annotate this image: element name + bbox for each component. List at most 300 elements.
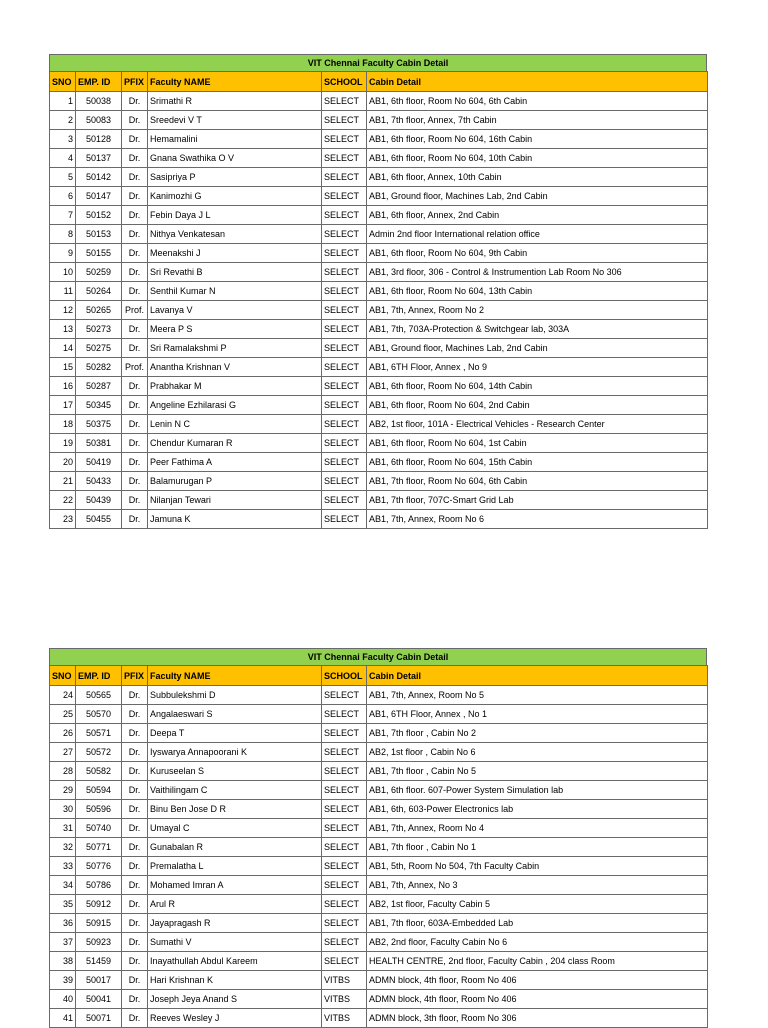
- cell-pfix: Dr.: [122, 895, 148, 914]
- cell-cabin-detail: AB1, Ground floor, Machines Lab, 2nd Cabin: [367, 339, 708, 358]
- cell-cabin-detail: AB1, 6th floor, Room No 604, 16th Cabin: [367, 130, 708, 149]
- cell-emp-id: 50259: [76, 263, 122, 282]
- cell-cabin-detail: ADMN block, 3th floor, Room No 306: [367, 1009, 708, 1028]
- cell-cabin-detail: AB1, 7th, Annex, Room No 2: [367, 301, 708, 320]
- cell-sno: 26: [50, 724, 76, 743]
- cell-sno: 1: [50, 92, 76, 111]
- cell-faculty-name: Sumathi V: [148, 933, 322, 952]
- cell-cabin-detail: AB1, 6th floor, Room No 604, 15th Cabin: [367, 453, 708, 472]
- cell-pfix: Dr.: [122, 339, 148, 358]
- cell-pfix: Dr.: [122, 762, 148, 781]
- cell-school: VITBS: [322, 1009, 367, 1028]
- cell-sno: 27: [50, 743, 76, 762]
- table-row: [50, 358, 708, 377]
- cell-faculty-name: Anantha Krishnan V: [148, 358, 322, 377]
- cell-faculty-name: Chendur Kumaran R: [148, 434, 322, 453]
- cell-sno: 40: [50, 990, 76, 1009]
- cell-sno: 30: [50, 800, 76, 819]
- cell-sno: 38: [50, 952, 76, 971]
- cell-faculty-name: Subbulekshmi D: [148, 686, 322, 705]
- cell-faculty-name: Vaithilingam C: [148, 781, 322, 800]
- table-title: VIT Chennai Faculty Cabin Detail: [49, 54, 707, 71]
- table-row: [50, 339, 708, 358]
- cell-sno: 37: [50, 933, 76, 952]
- cell-emp-id: 50439: [76, 491, 122, 510]
- cell-cabin-detail: AB1, 6th floor, Annex, 10th Cabin: [367, 168, 708, 187]
- cell-sno: 14: [50, 339, 76, 358]
- table-row: [50, 149, 708, 168]
- cell-emp-id: 50419: [76, 453, 122, 472]
- cell-sno: 18: [50, 415, 76, 434]
- cell-pfix: Dr.: [122, 724, 148, 743]
- cell-sno: 21: [50, 472, 76, 491]
- cell-school: SELECT: [322, 724, 367, 743]
- cell-pfix: Dr.: [122, 377, 148, 396]
- table-row: [50, 724, 708, 743]
- cell-emp-id: 50571: [76, 724, 122, 743]
- cell-emp-id: 50923: [76, 933, 122, 952]
- cell-pfix: Dr.: [122, 510, 148, 529]
- cell-school: SELECT: [322, 876, 367, 895]
- cell-emp-id: 50155: [76, 244, 122, 263]
- header-emp-id: EMP. ID: [76, 72, 122, 92]
- cell-pfix: Dr.: [122, 800, 148, 819]
- table-row: [50, 819, 708, 838]
- header-cabin-detail: Cabin Detail: [367, 72, 708, 92]
- cell-pfix: Dr.: [122, 705, 148, 724]
- table-row: [50, 743, 708, 762]
- table-row: [50, 396, 708, 415]
- cell-cabin-detail: AB1, 6th floor, Annex, 2nd Cabin: [367, 206, 708, 225]
- cell-sno: 5: [50, 168, 76, 187]
- cell-pfix: Dr.: [122, 282, 148, 301]
- cell-faculty-name: Meenakshi J: [148, 244, 322, 263]
- cell-emp-id: 50282: [76, 358, 122, 377]
- cell-sno: 7: [50, 206, 76, 225]
- cell-faculty-name: Iyswarya Annapoorani K: [148, 743, 322, 762]
- cell-sno: 20: [50, 453, 76, 472]
- table-row: [50, 434, 708, 453]
- cell-emp-id: 50345: [76, 396, 122, 415]
- cell-pfix: Dr.: [122, 971, 148, 990]
- cell-emp-id: 50776: [76, 857, 122, 876]
- cell-emp-id: 50128: [76, 130, 122, 149]
- cell-school: SELECT: [322, 320, 367, 339]
- cell-cabin-detail: AB1, 6TH Floor, Annex , No 1: [367, 705, 708, 724]
- table-row: [50, 92, 708, 111]
- cell-cabin-detail: AB1, 6th floor. 607-Power System Simulation lab: [367, 781, 708, 800]
- cell-faculty-name: Angeline Ezhilarasi G: [148, 396, 322, 415]
- table-row: [50, 914, 708, 933]
- cell-sno: 11: [50, 282, 76, 301]
- table-row: [50, 301, 708, 320]
- cell-emp-id: 50771: [76, 838, 122, 857]
- cell-pfix: Dr.: [122, 933, 148, 952]
- table-row: [50, 225, 708, 244]
- cell-faculty-name: Premalatha L: [148, 857, 322, 876]
- header-row: [50, 72, 708, 92]
- cell-cabin-detail: AB1, 6th floor, Room No 604, 9th Cabin: [367, 244, 708, 263]
- cell-faculty-name: Gunabalan R: [148, 838, 322, 857]
- cell-faculty-name: Jamuna K: [148, 510, 322, 529]
- cell-sno: 10: [50, 263, 76, 282]
- cell-emp-id: 50455: [76, 510, 122, 529]
- cell-emp-id: 50153: [76, 225, 122, 244]
- cell-school: SELECT: [322, 149, 367, 168]
- cell-sno: 41: [50, 1009, 76, 1028]
- cell-cabin-detail: AB1, 7th floor, Annex, 7th Cabin: [367, 111, 708, 130]
- cell-emp-id: 50038: [76, 92, 122, 111]
- cell-emp-id: 50912: [76, 895, 122, 914]
- cell-emp-id: 50017: [76, 971, 122, 990]
- table-row: [50, 320, 708, 339]
- cell-pfix: Dr.: [122, 415, 148, 434]
- header-row: [50, 666, 708, 686]
- cell-emp-id: 50083: [76, 111, 122, 130]
- cell-faculty-name: Sreedevi V T: [148, 111, 322, 130]
- cell-pfix: Dr.: [122, 876, 148, 895]
- cell-faculty-name: Jayapragash R: [148, 914, 322, 933]
- table-row: [50, 206, 708, 225]
- cell-faculty-name: Arul R: [148, 895, 322, 914]
- cell-pfix: Dr.: [122, 838, 148, 857]
- cell-emp-id: 50265: [76, 301, 122, 320]
- cell-cabin-detail: AB1, 7th floor, 707C-Smart Grid Lab: [367, 491, 708, 510]
- table-row: [50, 187, 708, 206]
- cell-cabin-detail: AB1, 6th floor, Room No 604, 1st Cabin: [367, 434, 708, 453]
- cell-cabin-detail: AB2, 1st floor , Cabin No 6: [367, 743, 708, 762]
- table-row: [50, 510, 708, 529]
- table-row: [50, 472, 708, 491]
- cell-sno: 24: [50, 686, 76, 705]
- cell-faculty-name: Inayathullah Abdul Kareem: [148, 952, 322, 971]
- cell-faculty-name: Umayal C: [148, 819, 322, 838]
- cell-pfix: Dr.: [122, 206, 148, 225]
- cell-sno: 23: [50, 510, 76, 529]
- header-pfix: PFIX: [122, 666, 148, 686]
- table-row: [50, 895, 708, 914]
- cell-pfix: Dr.: [122, 857, 148, 876]
- cell-pfix: Dr.: [122, 1009, 148, 1028]
- cell-cabin-detail: AB1, 6th floor, Room No 604, 6th Cabin: [367, 92, 708, 111]
- table-row: [50, 1009, 708, 1028]
- cell-pfix: Dr.: [122, 396, 148, 415]
- cell-cabin-detail: AB1, 7th floor, Room No 604, 6th Cabin: [367, 472, 708, 491]
- cell-cabin-detail: Admin 2nd floor International relation office: [367, 225, 708, 244]
- cell-pfix: Dr.: [122, 453, 148, 472]
- table-row: [50, 377, 708, 396]
- cell-sno: 2: [50, 111, 76, 130]
- table-row: [50, 990, 708, 1009]
- cell-sno: 33: [50, 857, 76, 876]
- cell-pfix: Dr.: [122, 320, 148, 339]
- cell-cabin-detail: AB2, 1st floor, Faculty Cabin 5: [367, 895, 708, 914]
- cell-emp-id: 50152: [76, 206, 122, 225]
- cell-pfix: Dr.: [122, 130, 148, 149]
- cell-sno: 15: [50, 358, 76, 377]
- cell-school: SELECT: [322, 705, 367, 724]
- header-faculty-name: Faculty NAME: [148, 72, 322, 92]
- cell-faculty-name: Joseph Jeya Anand S: [148, 990, 322, 1009]
- cell-school: SELECT: [322, 762, 367, 781]
- cell-faculty-name: Hemamalini: [148, 130, 322, 149]
- cell-school: SELECT: [322, 510, 367, 529]
- cell-faculty-name: Deepa T: [148, 724, 322, 743]
- cell-sno: 13: [50, 320, 76, 339]
- cell-school: VITBS: [322, 990, 367, 1009]
- cell-cabin-detail: AB2, 1st floor, 101A - Electrical Vehicles - Research Center: [367, 415, 708, 434]
- cell-sno: 22: [50, 491, 76, 510]
- cell-emp-id: 50740: [76, 819, 122, 838]
- cell-cabin-detail: AB1, 3rd floor, 306 - Control & Instrumention Lab Room No 306: [367, 263, 708, 282]
- header-school: SCHOOL: [322, 72, 367, 92]
- cell-school: SELECT: [322, 130, 367, 149]
- cell-faculty-name: Hari Krishnan K: [148, 971, 322, 990]
- cell-emp-id: 50071: [76, 1009, 122, 1028]
- table-row: [50, 800, 708, 819]
- cell-faculty-name: Peer Fathima A: [148, 453, 322, 472]
- cell-sno: 36: [50, 914, 76, 933]
- header-pfix: PFIX: [122, 72, 148, 92]
- table-row: [50, 933, 708, 952]
- cell-pfix: Prof.: [122, 358, 148, 377]
- cell-faculty-name: Kuruseelan S: [148, 762, 322, 781]
- cell-school: SELECT: [322, 358, 367, 377]
- cell-pfix: Dr.: [122, 225, 148, 244]
- cell-emp-id: 50147: [76, 187, 122, 206]
- cell-cabin-detail: AB1, 7th, Annex, Room No 4: [367, 819, 708, 838]
- cell-school: SELECT: [322, 838, 367, 857]
- table-row: [50, 263, 708, 282]
- cell-sno: 35: [50, 895, 76, 914]
- header-school: SCHOOL: [322, 666, 367, 686]
- cell-faculty-name: Angalaeswari S: [148, 705, 322, 724]
- table-row: [50, 130, 708, 149]
- cell-school: SELECT: [322, 263, 367, 282]
- cell-cabin-detail: ADMN block, 4th floor, Room No 406: [367, 990, 708, 1009]
- cell-cabin-detail: AB1, 7th floor, 603A-Embedded Lab: [367, 914, 708, 933]
- cell-sno: 6: [50, 187, 76, 206]
- cell-school: SELECT: [322, 187, 367, 206]
- cell-school: SELECT: [322, 819, 367, 838]
- cell-cabin-detail: AB1, 6th floor, Room No 604, 10th Cabin: [367, 149, 708, 168]
- cell-faculty-name: Sasipriya P: [148, 168, 322, 187]
- table-row: [50, 705, 708, 724]
- cell-faculty-name: Sri Revathi B: [148, 263, 322, 282]
- cell-school: SELECT: [322, 415, 367, 434]
- cell-pfix: Dr.: [122, 743, 148, 762]
- cell-school: SELECT: [322, 206, 367, 225]
- cell-emp-id: 50137: [76, 149, 122, 168]
- cell-pfix: Dr.: [122, 472, 148, 491]
- cell-school: SELECT: [322, 225, 367, 244]
- cell-pfix: Dr.: [122, 149, 148, 168]
- cell-pfix: Dr.: [122, 111, 148, 130]
- faculty-table: [49, 71, 708, 529]
- cell-school: SELECT: [322, 377, 367, 396]
- cell-school: SELECT: [322, 743, 367, 762]
- cell-cabin-detail: AB1, 6th floor, Room No 604, 2nd Cabin: [367, 396, 708, 415]
- cell-school: SELECT: [322, 491, 367, 510]
- cell-emp-id: 50041: [76, 990, 122, 1009]
- cell-pfix: Dr.: [122, 686, 148, 705]
- cell-school: SELECT: [322, 686, 367, 705]
- cell-school: SELECT: [322, 952, 367, 971]
- table-row: [50, 838, 708, 857]
- cell-cabin-detail: AB1, 7th floor , Cabin No 5: [367, 762, 708, 781]
- cell-faculty-name: Sri Ramalakshmi P: [148, 339, 322, 358]
- cell-school: SELECT: [322, 453, 367, 472]
- cell-sno: 9: [50, 244, 76, 263]
- cell-faculty-name: Lenin N C: [148, 415, 322, 434]
- table-row: [50, 781, 708, 800]
- cell-cabin-detail: AB1, Ground floor, Machines Lab, 2nd Cabin: [367, 187, 708, 206]
- cell-cabin-detail: AB1, 7th floor , Cabin No 1: [367, 838, 708, 857]
- table-row: [50, 111, 708, 130]
- cell-pfix: Dr.: [122, 168, 148, 187]
- header-faculty-name: Faculty NAME: [148, 666, 322, 686]
- cell-school: SELECT: [322, 781, 367, 800]
- cell-emp-id: 50570: [76, 705, 122, 724]
- cell-faculty-name: Reeves Wesley J: [148, 1009, 322, 1028]
- table-row: [50, 244, 708, 263]
- cell-sno: 32: [50, 838, 76, 857]
- cell-school: SELECT: [322, 857, 367, 876]
- table-row: [50, 762, 708, 781]
- table-row: [50, 876, 708, 895]
- cell-faculty-name: Febin Daya J L: [148, 206, 322, 225]
- cell-faculty-name: Binu Ben Jose D R: [148, 800, 322, 819]
- cell-faculty-name: Srimathi R: [148, 92, 322, 111]
- cell-sno: 16: [50, 377, 76, 396]
- cell-faculty-name: Lavanya V: [148, 301, 322, 320]
- cell-faculty-name: Gnana Swathika O V: [148, 149, 322, 168]
- cell-school: SELECT: [322, 933, 367, 952]
- cell-sno: 3: [50, 130, 76, 149]
- cell-school: SELECT: [322, 339, 367, 358]
- cell-sno: 4: [50, 149, 76, 168]
- cell-emp-id: 51459: [76, 952, 122, 971]
- cell-pfix: Dr.: [122, 819, 148, 838]
- header-cabin-detail: Cabin Detail: [367, 666, 708, 686]
- cell-emp-id: 50596: [76, 800, 122, 819]
- cell-cabin-detail: AB1, 7th, Annex, Room No 6: [367, 510, 708, 529]
- faculty-table: [49, 665, 708, 1028]
- cell-pfix: Dr.: [122, 187, 148, 206]
- cell-sno: 28: [50, 762, 76, 781]
- cell-school: SELECT: [322, 800, 367, 819]
- cell-cabin-detail: AB1, 7th, 703A-Protection & Switchgear lab, 303A: [367, 320, 708, 339]
- cell-sno: 19: [50, 434, 76, 453]
- cell-emp-id: 50287: [76, 377, 122, 396]
- cell-sno: 17: [50, 396, 76, 415]
- cell-emp-id: 50381: [76, 434, 122, 453]
- cell-pfix: Dr.: [122, 263, 148, 282]
- cell-cabin-detail: AB1, 6th floor, Room No 604, 13th Cabin: [367, 282, 708, 301]
- cell-emp-id: 50594: [76, 781, 122, 800]
- cell-cabin-detail: AB1, 7th floor , Cabin No 2: [367, 724, 708, 743]
- cell-cabin-detail: HEALTH CENTRE, 2nd floor, Faculty Cabin , 204 class Room: [367, 952, 708, 971]
- cell-faculty-name: Mohamed Imran A: [148, 876, 322, 895]
- cell-school: VITBS: [322, 971, 367, 990]
- table-row: [50, 952, 708, 971]
- cell-emp-id: 50572: [76, 743, 122, 762]
- cell-school: SELECT: [322, 396, 367, 415]
- cell-faculty-name: Meera P S: [148, 320, 322, 339]
- cell-emp-id: 50582: [76, 762, 122, 781]
- cell-school: SELECT: [322, 168, 367, 187]
- cell-pfix: Dr.: [122, 491, 148, 510]
- cell-school: SELECT: [322, 282, 367, 301]
- table-row: [50, 168, 708, 187]
- cell-faculty-name: Kanimozhi G: [148, 187, 322, 206]
- cell-cabin-detail: ADMN block, 4th floor, Room No 406: [367, 971, 708, 990]
- cell-pfix: Prof.: [122, 301, 148, 320]
- cell-school: SELECT: [322, 244, 367, 263]
- cell-emp-id: 50915: [76, 914, 122, 933]
- cell-emp-id: 50142: [76, 168, 122, 187]
- cell-sno: 31: [50, 819, 76, 838]
- table-row: [50, 491, 708, 510]
- cell-emp-id: 50433: [76, 472, 122, 491]
- cell-pfix: Dr.: [122, 914, 148, 933]
- cell-faculty-name: Balamurugan P: [148, 472, 322, 491]
- cell-school: SELECT: [322, 434, 367, 453]
- cell-faculty-name: Nilanjan Tewari: [148, 491, 322, 510]
- header-sno: SNO: [50, 72, 76, 92]
- cell-school: SELECT: [322, 472, 367, 491]
- cell-faculty-name: Nithya Venkatesan: [148, 225, 322, 244]
- cell-pfix: Dr.: [122, 781, 148, 800]
- cell-pfix: Dr.: [122, 434, 148, 453]
- cell-sno: 12: [50, 301, 76, 320]
- cell-school: SELECT: [322, 301, 367, 320]
- cell-pfix: Dr.: [122, 92, 148, 111]
- faculty-table-2: [49, 648, 707, 1028]
- table-row: [50, 453, 708, 472]
- table-row: [50, 282, 708, 301]
- cell-sno: 25: [50, 705, 76, 724]
- table-row: [50, 686, 708, 705]
- cell-school: SELECT: [322, 914, 367, 933]
- cell-school: SELECT: [322, 92, 367, 111]
- cell-cabin-detail: AB1, 7th, Annex, Room No 5: [367, 686, 708, 705]
- cell-pfix: Dr.: [122, 990, 148, 1009]
- cell-sno: 34: [50, 876, 76, 895]
- header-sno: SNO: [50, 666, 76, 686]
- table-row: [50, 857, 708, 876]
- cell-cabin-detail: AB1, 6th, 603-Power Electronics lab: [367, 800, 708, 819]
- cell-school: SELECT: [322, 111, 367, 130]
- table-row: [50, 415, 708, 434]
- cell-cabin-detail: AB2, 2nd floor, Faculty Cabin No 6: [367, 933, 708, 952]
- cell-pfix: Dr.: [122, 244, 148, 263]
- cell-sno: 39: [50, 971, 76, 990]
- cell-emp-id: 50264: [76, 282, 122, 301]
- table-row: [50, 971, 708, 990]
- cell-emp-id: 50375: [76, 415, 122, 434]
- cell-sno: 8: [50, 225, 76, 244]
- faculty-table-1: [49, 54, 707, 529]
- cell-cabin-detail: AB1, 6th floor, Room No 604, 14th Cabin: [367, 377, 708, 396]
- cell-cabin-detail: AB1, 7th, Annex, No 3: [367, 876, 708, 895]
- cell-school: SELECT: [322, 895, 367, 914]
- cell-emp-id: 50273: [76, 320, 122, 339]
- cell-emp-id: 50275: [76, 339, 122, 358]
- cell-cabin-detail: AB1, 5th, Room No 504, 7th Faculty Cabin: [367, 857, 708, 876]
- cell-pfix: Dr.: [122, 952, 148, 971]
- table-title: VIT Chennai Faculty Cabin Detail: [49, 648, 707, 665]
